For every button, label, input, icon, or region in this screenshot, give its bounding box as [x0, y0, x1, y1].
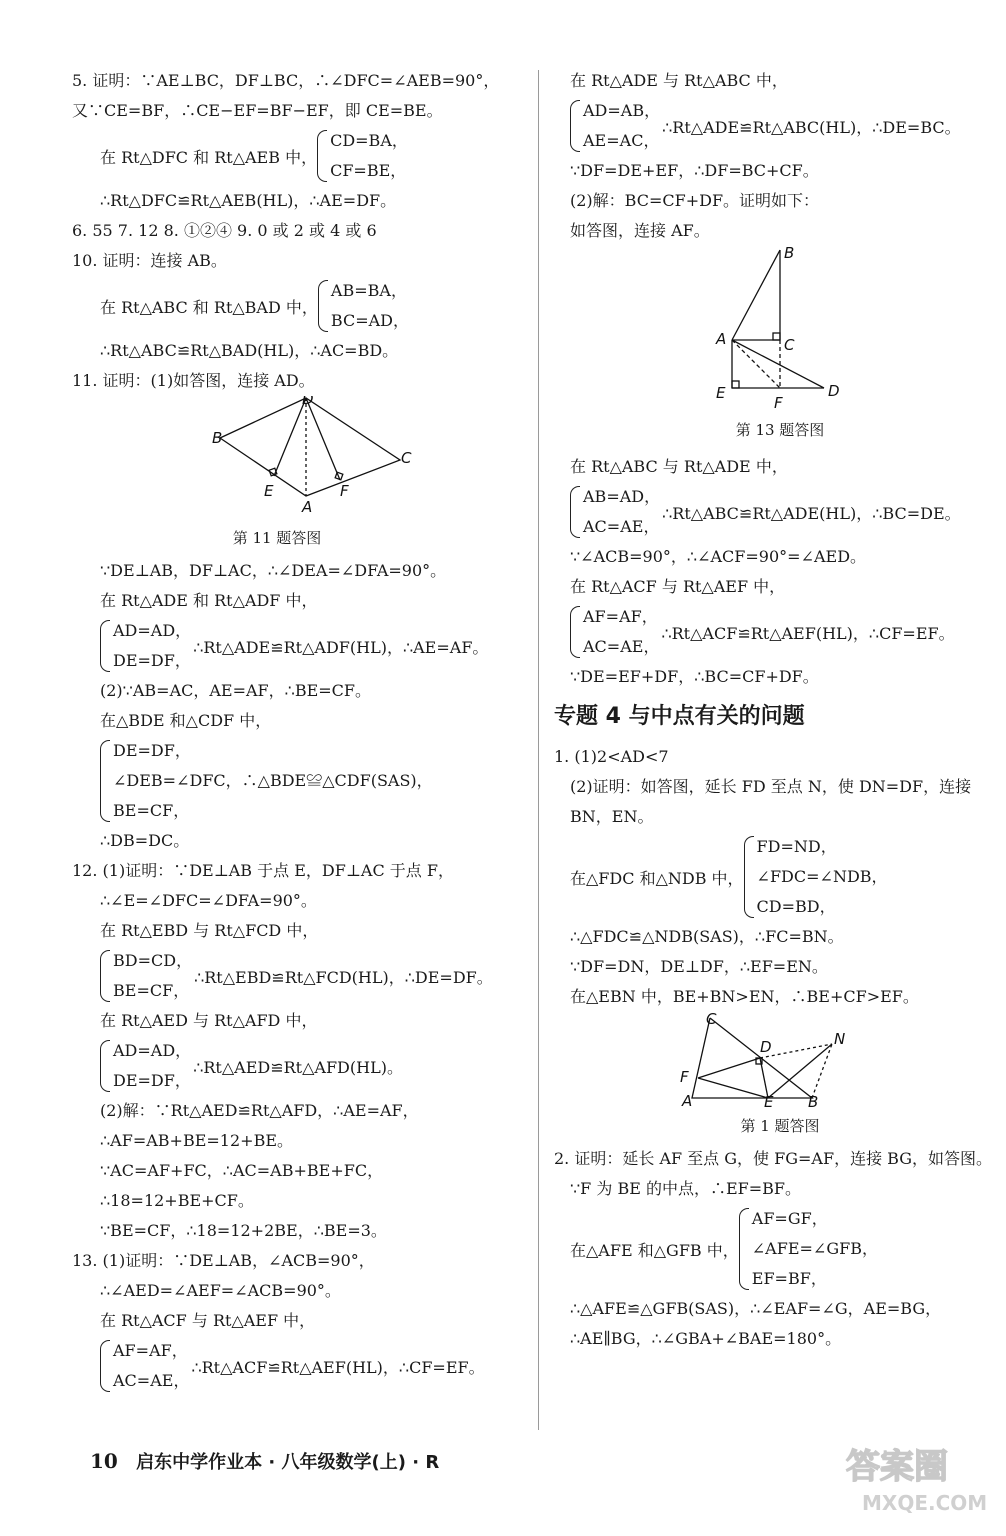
brace-icon — [744, 836, 754, 918]
text-line: ∴△AFE≌△GFB(SAS)，∴∠EAF=∠G，AE=BG， — [570, 1299, 942, 1318]
brace-line: ∠DEB=∠DFC，∴△BDE≌△CDF(SAS)， — [113, 771, 433, 790]
brace-group — [570, 482, 990, 542]
text-line: ∴Rt△ABC≌Rt△BAD(HL)，∴AC=BD。 — [100, 341, 399, 360]
brace-icon — [100, 950, 110, 1002]
brace-line: BC=AD， — [330, 311, 409, 330]
watermark-line: 答案圈 — [846, 1447, 948, 1487]
text-line: (2)解：BC=CF+DF。证明如下： — [570, 191, 820, 210]
point-label: E — [716, 384, 726, 402]
point-label: D — [828, 382, 840, 400]
text-line: 又∵CE=BF，∴CE−EF=BF−EF，即 CE=BE。 — [72, 101, 443, 120]
brace-line: AF=GF， — [751, 1209, 828, 1228]
text-line: 在△EBN 中，BE+BN>EN，∴BE+CF>EF。 — [570, 987, 919, 1006]
text-line: (2)证明：如答图，延长 FD 至点 N，使 DN=DF，连接 — [570, 777, 972, 796]
point-label: A — [302, 498, 313, 516]
brace-prefix: 在△FDC 和△NDB 中， — [570, 868, 744, 888]
point-label: N — [834, 1030, 846, 1048]
text-line: ∵DE=EF+DF，∴BC=CF+DF。 — [570, 667, 819, 686]
brace-line: BE=CF， — [113, 981, 190, 1000]
brace-line: BD=CD， — [113, 951, 193, 970]
text-line: 13. (1)证明：∵DE⊥AB，∠ACB=90°， — [72, 1251, 375, 1270]
brace-group — [72, 946, 512, 1006]
figure-13-diagram — [570, 246, 990, 426]
point-label: B — [212, 429, 223, 447]
section-heading: 专题 4 与中点有关的问题 — [554, 704, 805, 729]
text-line: 在△BDE 和△CDF 中， — [100, 711, 272, 730]
brace-suffix: ∴Rt△AED≌Rt△AFD(HL)。 — [193, 1057, 403, 1077]
point-label: A — [716, 330, 727, 348]
brace-prefix: 在 Rt△ABC 和 Rt△BAD 中， — [100, 297, 318, 317]
watermark-logo — [840, 1438, 990, 1518]
text-line: (2)解：∵Rt△AED≌Rt△AFD，∴AE=AF， — [100, 1101, 419, 1120]
text-line: ∵DF=DE+EF，∴DF=BC+CF。 — [570, 161, 819, 180]
brace-line: AC=AE， — [113, 1371, 190, 1390]
text-line: ∵∠ACB=90°，∴∠ACF=90°=∠AED。 — [570, 547, 867, 566]
brace-suffix: ∴Rt△ACF≌Rt△AEF(HL)，∴CF=EF。 — [661, 623, 955, 643]
brace-line: AB=AD， — [583, 487, 661, 506]
brace-group — [72, 736, 512, 826]
brace-icon — [318, 280, 328, 332]
brace-group — [72, 1036, 512, 1096]
text-line: 在 Rt△ACF 与 Rt△AEF 中， — [570, 577, 786, 596]
figure-1-diagram — [570, 1012, 990, 1108]
brace-icon — [100, 1040, 110, 1092]
text-line: ∵AC=AF+FC，∴AC=AB+BE+FC， — [100, 1161, 384, 1180]
brace-line: ∠AFE=∠GFB， — [751, 1239, 878, 1258]
figure-caption: 第 1 题答图 — [740, 1117, 820, 1135]
brace-line: AE=AC， — [583, 131, 660, 150]
text-line: BN，EN。 — [570, 807, 654, 826]
brace-line: EF=BF， — [751, 1269, 827, 1288]
text-line: ∴18=12+BE+CF。 — [100, 1191, 254, 1210]
brace-line: AF=AF， — [113, 1341, 188, 1360]
point-label: D — [302, 396, 314, 408]
brace-group — [570, 602, 990, 662]
figure-1 — [570, 1012, 990, 1108]
brace-suffix: ∴Rt△ADE≌Rt△ADF(HL)，∴AE=AF。 — [193, 637, 489, 657]
point-label: D — [760, 1038, 772, 1056]
text-line: ∴DB=DC。 — [100, 831, 190, 850]
point-label: A — [682, 1092, 693, 1108]
text-line: 10. 证明：连接 AB。 — [72, 251, 227, 270]
brace-group — [570, 832, 990, 922]
figure-11-diagram — [72, 396, 512, 536]
point-label: F — [774, 394, 783, 412]
brace-line: CD=BA， — [330, 131, 408, 150]
figure-11 — [72, 396, 512, 536]
text-line: ∴AE∥BG，∴∠GBA+∠BAE=180°。 — [570, 1329, 842, 1348]
brace-icon — [570, 606, 580, 658]
page-footer — [90, 1448, 439, 1474]
brace-line: AD=AD， — [113, 621, 192, 640]
right-column — [554, 66, 993, 1354]
text-line: 6. 55 7. 12 8. ①②④ 9. 0 或 2 或 4 或 6 — [72, 221, 377, 240]
brace-group — [72, 126, 512, 186]
brace-line: FD=ND， — [756, 837, 837, 856]
point-label: F — [340, 482, 349, 500]
brace-group — [72, 616, 512, 676]
text-line: 12. (1)证明：∵DE⊥AB 于点 E，DF⊥AC 于点 F， — [72, 861, 454, 880]
brace-icon — [570, 486, 580, 538]
brace-suffix: ∴Rt△ABC≌Rt△ADE(HL)，∴BC=DE。 — [662, 503, 961, 523]
point-label: C — [401, 449, 412, 467]
text-line: 如答图，连接 AF。 — [570, 221, 710, 240]
brace-line: AF=AF， — [583, 607, 658, 626]
book-title: 启东中学作业本 · 八年级数学(上) · R — [136, 1452, 440, 1473]
brace-line: BE=CF， — [113, 801, 190, 820]
column-divider — [538, 70, 539, 1430]
brace-suffix: ∴Rt△ADE≌Rt△ABC(HL)，∴DE=BC。 — [662, 117, 961, 137]
point-label: E — [764, 1093, 774, 1108]
brace-line: AD=AB， — [583, 101, 661, 120]
text-line: 在 Rt△ACF 与 Rt△AEF 中， — [100, 1311, 316, 1330]
text-line: 在 Rt△ADE 与 Rt△ABC 中， — [570, 71, 788, 90]
brace-line: AC=AE， — [583, 517, 660, 536]
brace-icon — [100, 620, 110, 672]
brace-line: DE=DF， — [113, 741, 191, 760]
brace-icon — [317, 130, 327, 182]
brace-icon — [570, 100, 580, 152]
brace-group — [72, 1336, 512, 1396]
brace-suffix: ∴Rt△EBD≌Rt△FCD(HL)，∴DE=DF。 — [194, 967, 493, 987]
brace-line: AC=AE， — [583, 637, 660, 656]
point-label: E — [264, 482, 274, 500]
brace-line: CD=BD， — [756, 897, 836, 916]
brace-line: DE=DF， — [113, 651, 191, 670]
point-label: B — [784, 246, 795, 262]
text-line: (2)∵AB=AC，AE=AF，∴BE=CF。 — [100, 681, 372, 700]
text-line: 在 Rt△ADE 和 Rt△ADF 中， — [100, 591, 318, 610]
text-line: ∴∠E=∠DFC=∠DFA=90°。 — [100, 891, 317, 910]
left-column — [72, 66, 512, 1396]
text-line: ∴Rt△DFC≌Rt△AEB(HL)，∴AE=DF。 — [100, 191, 397, 210]
figure-caption: 第 13 题答图 — [735, 421, 825, 439]
brace-line: AD=AD， — [113, 1041, 192, 1060]
text-line: 在 Rt△ABC 与 Rt△ADE 中， — [570, 457, 788, 476]
text-line: ∴△FDC≌△NDB(SAS)，∴FC=BN。 — [570, 927, 844, 946]
text-line: 5. 证明：∵AE⊥BC，DF⊥BC，∴∠DFC=∠AEB=90°， — [72, 71, 500, 90]
text-line: ∴∠AED=∠AEF=∠ACB=90°。 — [100, 1281, 341, 1300]
point-label: F — [680, 1068, 689, 1086]
point-label: B — [808, 1093, 819, 1108]
text-line: 1. (1)2<AD<7 — [554, 747, 669, 766]
text-line: 在 Rt△AED 与 Rt△AFD 中， — [100, 1011, 318, 1030]
brace-group — [72, 276, 512, 336]
brace-suffix: ∴Rt△ACF≌Rt△AEF(HL)，∴CF=EF。 — [191, 1357, 485, 1377]
brace-line: CF=BE， — [330, 161, 407, 180]
brace-line: DE=DF， — [113, 1071, 191, 1090]
brace-prefix: 在△AFE 和△GFB 中， — [570, 1240, 739, 1260]
figure-13 — [570, 246, 990, 426]
brace-line: ∠FDC=∠NDB， — [756, 867, 888, 886]
brace-icon — [739, 1208, 749, 1290]
brace-group — [570, 96, 990, 156]
figure-caption: 第 11 题答图 — [232, 529, 322, 547]
text-line: ∵BE=CF，∴18=12+2BE，∴BE=3。 — [100, 1221, 387, 1240]
text-line: 11. 证明：(1)如答图，连接 AD。 — [72, 371, 315, 390]
point-label: C — [706, 1012, 717, 1028]
brace-prefix: 在 Rt△DFC 和 Rt△AEB 中， — [100, 147, 318, 167]
text-line: ∵DE⊥AB，DF⊥AC，∴∠DEA=∠DFA=90°。 — [100, 561, 447, 580]
text-line: 2. 证明：延长 AF 至点 G，使 FG=AF，连接 BG，如答图。 — [554, 1149, 993, 1168]
text-line: ∴AF=AB+BE=12+BE。 — [100, 1131, 294, 1150]
point-label: C — [784, 336, 795, 354]
brace-line: AB=BA， — [330, 281, 407, 300]
text-line: 在 Rt△EBD 与 Rt△FCD 中， — [100, 921, 319, 940]
page-number: 10 — [90, 1449, 118, 1473]
watermark-line: MXQE.COM — [862, 1491, 988, 1515]
text-line: ∵DF=DN，DE⊥DF，∴EF=EN。 — [570, 957, 828, 976]
brace-icon — [100, 740, 110, 822]
text-line: ∵F 为 BE 的中点，∴EF=BF。 — [570, 1179, 802, 1198]
brace-icon — [100, 1340, 110, 1392]
brace-group — [570, 1204, 990, 1294]
